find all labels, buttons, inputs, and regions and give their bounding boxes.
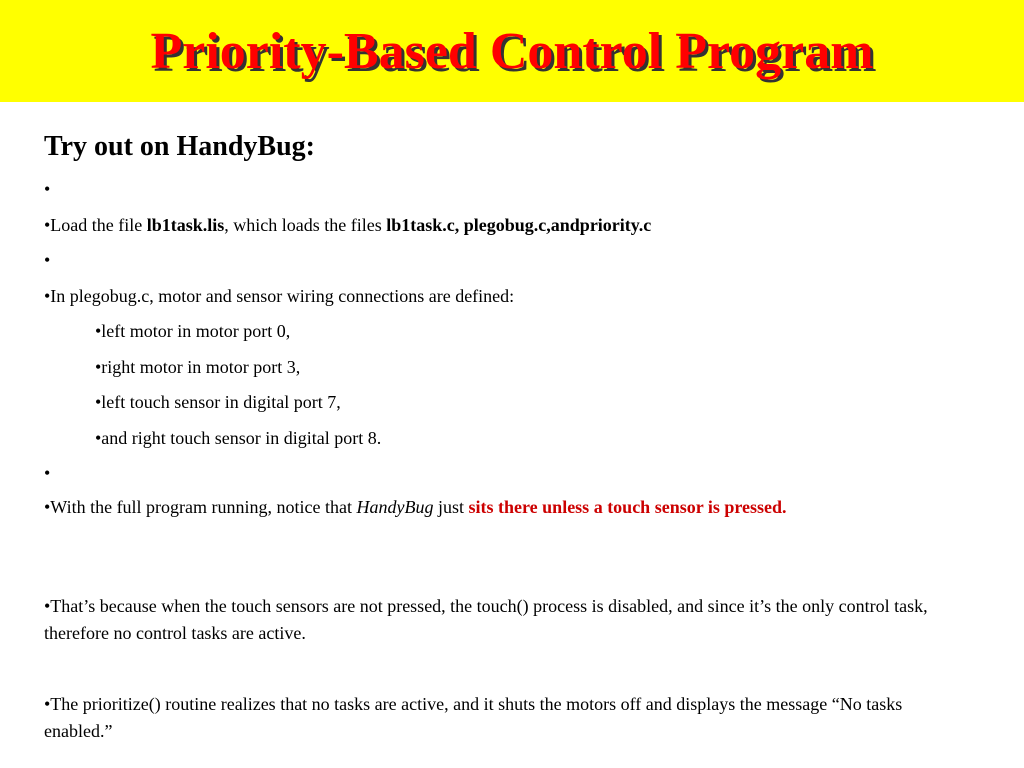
empty-bullet: • — [44, 250, 51, 270]
handybug-name: HandyBug — [356, 497, 434, 517]
load-file-list: lb1task.c, plegobug.c,andpriority.c — [386, 215, 652, 235]
empty-bullet: • — [44, 463, 51, 483]
wiring-item: •and right touch sensor in digital port 8. — [95, 428, 382, 448]
running-middle: just — [433, 497, 469, 517]
wiring-item: •left touch sensor in digital port 7, — [95, 392, 341, 412]
because-paragraph: •That’s because when the touch sensors are not pressed, the touch() process is disabled, and since it’s the only control task, therefore no control tasks are active. — [44, 596, 928, 643]
wiring-item: •right motor in motor port 3, — [95, 357, 301, 377]
body-heading: Try out on HandyBug: — [44, 131, 315, 162]
wiring-item: •left motor in motor port 0, — [95, 321, 291, 341]
load-middle: , which loads the files — [224, 215, 387, 235]
load-file-name: lb1task.lis — [146, 215, 225, 235]
prioritize-paragraph: •The prioritize() routine realizes that no tasks are active, and it shuts the motors off and displays the message “No tasks enabled.” — [44, 694, 903, 741]
running-prefix: •With the full program running, notice that — [44, 497, 357, 517]
running-paragraph — [44, 494, 974, 521]
empty-bullet: • — [44, 179, 51, 199]
load-file-line — [44, 214, 651, 236]
wiring-intro: •In plegobug.c, motor and sensor wiring connections are defined: — [44, 286, 515, 306]
running-highlight: sits there unless a touch sensor is pressed. — [468, 497, 787, 517]
slide-title: Priority-Based Control Program — [150, 23, 874, 80]
load-prefix: •Load the file — [44, 215, 147, 235]
